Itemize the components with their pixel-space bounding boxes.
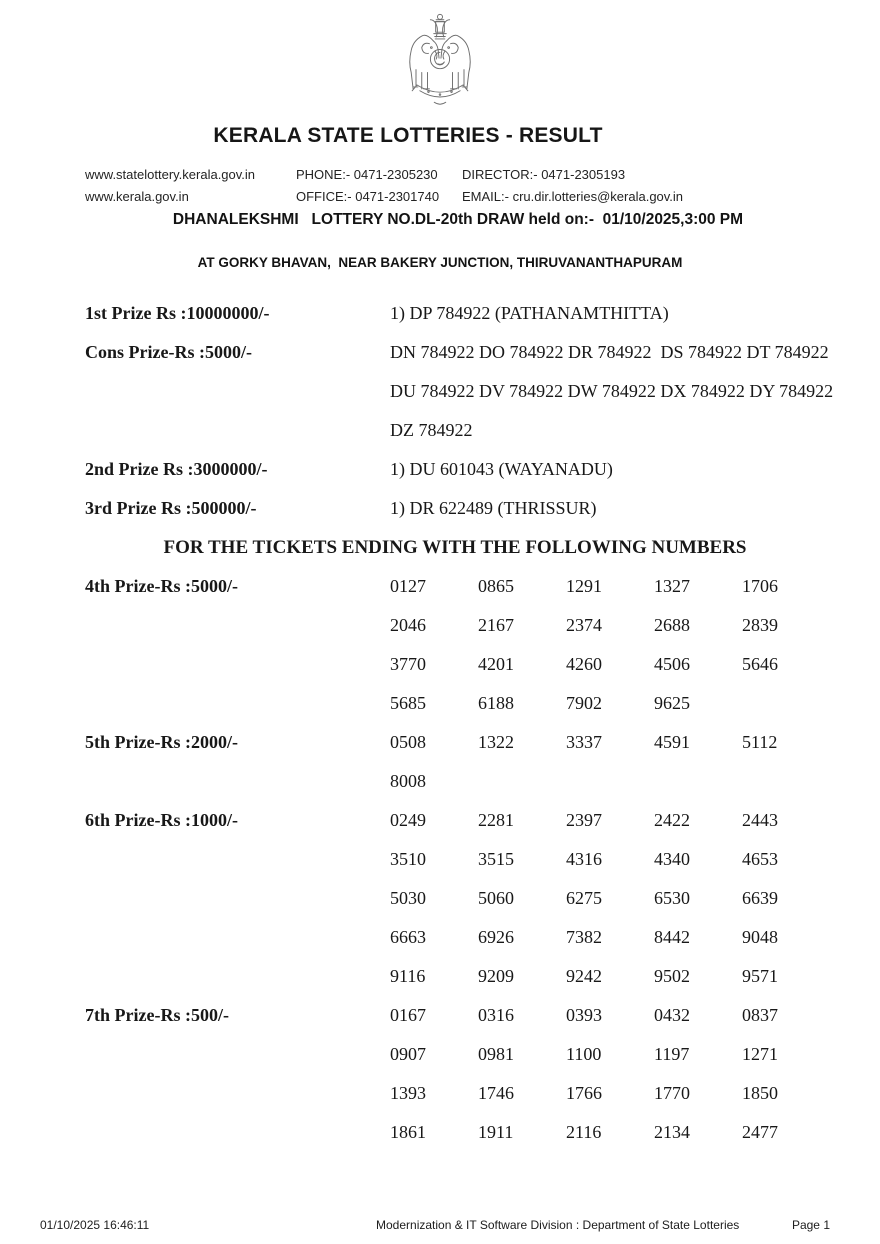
ticket-number: 1861 (390, 1122, 426, 1142)
ticket-number: 9116 (390, 966, 426, 986)
prize-label: 3rd Prize Rs :500000/- (85, 498, 257, 518)
ending-prize-row (0, 957, 880, 996)
ticket-number-grid (390, 888, 830, 909)
ticket-number: 2281 (478, 810, 514, 830)
ticket-number-grid (390, 771, 478, 792)
ending-prize-row (0, 840, 880, 879)
email-address: EMAIL:- cru.dir.lotteries@kerala.gov.in (462, 189, 684, 204)
ticket-number: 1393 (390, 1083, 426, 1103)
ticket-number: 3337 (566, 732, 602, 752)
website-statelottery: www.statelottery.kerala.gov.in (85, 167, 256, 182)
ending-numbers-section-header: FOR THE TICKETS ENDING WITH THE FOLLOWING NUMBERS (163, 536, 747, 558)
prize-row (0, 333, 880, 372)
ticket-number: 2443 (742, 810, 778, 830)
ticket-number: 0508 (390, 732, 426, 752)
ticket-number: 1770 (654, 1083, 690, 1103)
ending-prize-row (0, 762, 880, 801)
ticket-number: 0316 (478, 1005, 514, 1025)
ticket-number: 1850 (742, 1083, 778, 1103)
ticket-number: 9502 (654, 966, 690, 986)
ticket-number: 0249 (390, 810, 426, 830)
ending-prize-row (0, 606, 880, 645)
ending-prize-row (0, 684, 880, 723)
ticket-number: 3510 (390, 849, 426, 869)
phone-number: PHONE:- 0471-2305230 (296, 167, 438, 182)
ticket-number: 0907 (390, 1044, 426, 1064)
ticket-number: 2422 (654, 810, 690, 830)
draw-venue: AT GORKY BHAVAN, NEAR BAKERY JUNCTION, THIRUVANANTHAPURAM (197, 255, 683, 270)
ending-prize-row (0, 996, 880, 1035)
ticket-number: 5060 (478, 888, 514, 908)
ticket-number: 9571 (742, 966, 778, 986)
ending-prize-row (0, 1035, 880, 1074)
ticket-number-grid (390, 576, 830, 597)
ticket-number: 5030 (390, 888, 426, 908)
contact-info-row-2 (85, 186, 880, 208)
ticket-number: 2167 (478, 615, 514, 635)
ticket-number: 0393 (566, 1005, 602, 1025)
ticket-number: 6188 (478, 693, 514, 713)
page-footer (0, 1216, 880, 1232)
prize-label: 1st Prize Rs :10000000/- (85, 303, 270, 323)
ticket-number: 4653 (742, 849, 778, 869)
prize-winning-number: DZ 784922 (390, 420, 473, 440)
footer-page-number: Page 1 (791, 1218, 830, 1232)
ticket-number: 2397 (566, 810, 602, 830)
prize-row (0, 294, 880, 333)
ticket-number: 2046 (390, 615, 426, 635)
ticket-number: 7902 (566, 693, 602, 713)
contact-info-row-1 (85, 164, 880, 186)
ticket-number: 0432 (654, 1005, 690, 1025)
ticket-number: 1706 (742, 576, 778, 596)
prize-row (0, 489, 880, 528)
ticket-number: 3515 (478, 849, 514, 869)
prize-label: 5th Prize-Rs :2000/- (85, 732, 238, 752)
ending-prize-row (0, 918, 880, 957)
ticket-number: 2477 (742, 1122, 778, 1142)
ticket-number-grid (390, 1122, 830, 1143)
office-number: OFFICE:- 0471-2301740 (296, 189, 440, 204)
kerala-government-emblem-icon (392, 8, 488, 114)
prize-label: 2nd Prize Rs :3000000/- (85, 459, 268, 479)
prize-row (0, 372, 880, 411)
ticket-number: 5646 (742, 654, 778, 674)
ticket-number: 4316 (566, 849, 602, 869)
ticket-number: 9048 (742, 927, 778, 947)
ticket-number-grid (390, 1044, 830, 1065)
prize-winning-number: 1) DR 622489 (THRISSUR) (390, 498, 597, 518)
ticket-number: 2374 (566, 615, 602, 635)
ending-prize-table (0, 567, 880, 1152)
ticket-number: 8442 (654, 927, 690, 947)
ticket-number: 2134 (654, 1122, 690, 1142)
ticket-number: 6926 (478, 927, 514, 947)
ending-prize-row (0, 879, 880, 918)
ticket-number: 0127 (390, 576, 426, 596)
ending-prize-row (0, 1074, 880, 1113)
ticket-number: 1746 (478, 1083, 514, 1103)
ticket-number: 1271 (742, 1044, 778, 1064)
ticket-number: 5685 (390, 693, 426, 713)
ticket-number-grid (390, 966, 830, 987)
ticket-number: 4591 (654, 732, 690, 752)
ticket-number: 1766 (566, 1083, 602, 1103)
ticket-number-grid (390, 654, 830, 675)
ticket-number: 1100 (566, 1044, 602, 1064)
prize-winning-number: DU 784922 DV 784922 DW 784922 DX 784922 DY 784922 (390, 381, 834, 401)
ticket-number: 0981 (478, 1044, 514, 1064)
ticket-number: 8008 (390, 771, 426, 791)
ticket-number: 1911 (478, 1122, 514, 1142)
prize-label: 7th Prize-Rs :500/- (85, 1005, 229, 1025)
ticket-number: 6530 (654, 888, 690, 908)
ticket-number: 0167 (390, 1005, 426, 1025)
ticket-number: 6275 (566, 888, 602, 908)
prize-winning-number: 1) DP 784922 (PATHANAMTHITTA) (390, 303, 669, 323)
prize-label: 6th Prize-Rs :1000/- (85, 810, 238, 830)
ticket-number: 1291 (566, 576, 602, 596)
ending-prize-row (0, 567, 880, 606)
ticket-number-grid (390, 927, 830, 948)
results-content (0, 294, 880, 1152)
prize-row (0, 450, 880, 489)
prize-row (0, 411, 880, 450)
ending-prize-row (0, 801, 880, 840)
ticket-number: 9242 (566, 966, 602, 986)
ticket-number: 2839 (742, 615, 778, 635)
lottery-draw-title: DHANALEKSHMI LOTTERY NO.DL-20th DRAW held on:- 01/10/2025,3:00 PM (172, 211, 744, 228)
ending-prize-row (0, 645, 880, 684)
contact-info-block (0, 164, 880, 208)
ticket-number-grid (390, 810, 830, 831)
ticket-number: 6663 (390, 927, 426, 947)
ticket-number: 4506 (654, 654, 690, 674)
ticket-number: 4260 (566, 654, 602, 674)
ticket-number: 3770 (390, 654, 426, 674)
ticket-number: 9625 (654, 693, 690, 713)
ticket-number: 4340 (654, 849, 690, 869)
prize-label: Cons Prize-Rs :5000/- (85, 342, 252, 362)
ticket-number-grid (390, 1083, 830, 1104)
footer-division: Modernization & IT Software Division : Department of State Lotteries (376, 1218, 740, 1232)
ticket-number: 1197 (654, 1044, 690, 1064)
ticket-number-grid (390, 849, 830, 870)
ticket-number-grid (390, 732, 830, 753)
website-kerala: www.kerala.gov.in (85, 189, 189, 204)
ticket-number: 2688 (654, 615, 690, 635)
ticket-number: 5112 (742, 732, 778, 752)
ticket-number: 9209 (478, 966, 514, 986)
ticket-number: 0837 (742, 1005, 778, 1025)
ending-prize-row (0, 1113, 880, 1152)
ticket-number: 7382 (566, 927, 602, 947)
header-emblem-area (0, 0, 880, 114)
footer-timestamp: 01/10/2025 16:46:11 (40, 1218, 150, 1232)
main-prize-table (0, 294, 880, 528)
ticket-number: 4201 (478, 654, 514, 674)
ending-prize-row (0, 723, 880, 762)
ticket-number: 1322 (478, 732, 514, 752)
ticket-number-grid (390, 615, 830, 636)
ticket-number-grid (390, 1005, 830, 1026)
ticket-number: 0865 (478, 576, 514, 596)
ticket-number: 6639 (742, 888, 778, 908)
prize-winning-number: DN 784922 DO 784922 DR 784922 DS 784922 DT 784922 (390, 342, 829, 362)
page-title: KERALA STATE LOTTERIES - RESULT (213, 124, 603, 147)
ticket-number: 2116 (566, 1122, 602, 1142)
prize-label: 4th Prize-Rs :5000/- (85, 576, 238, 596)
ticket-number-grid (390, 693, 742, 714)
director-number: DIRECTOR:- 0471-2305193 (462, 167, 626, 182)
ticket-number: 1327 (654, 576, 690, 596)
prize-winning-number: 1) DU 601043 (WAYANADU) (390, 459, 613, 479)
